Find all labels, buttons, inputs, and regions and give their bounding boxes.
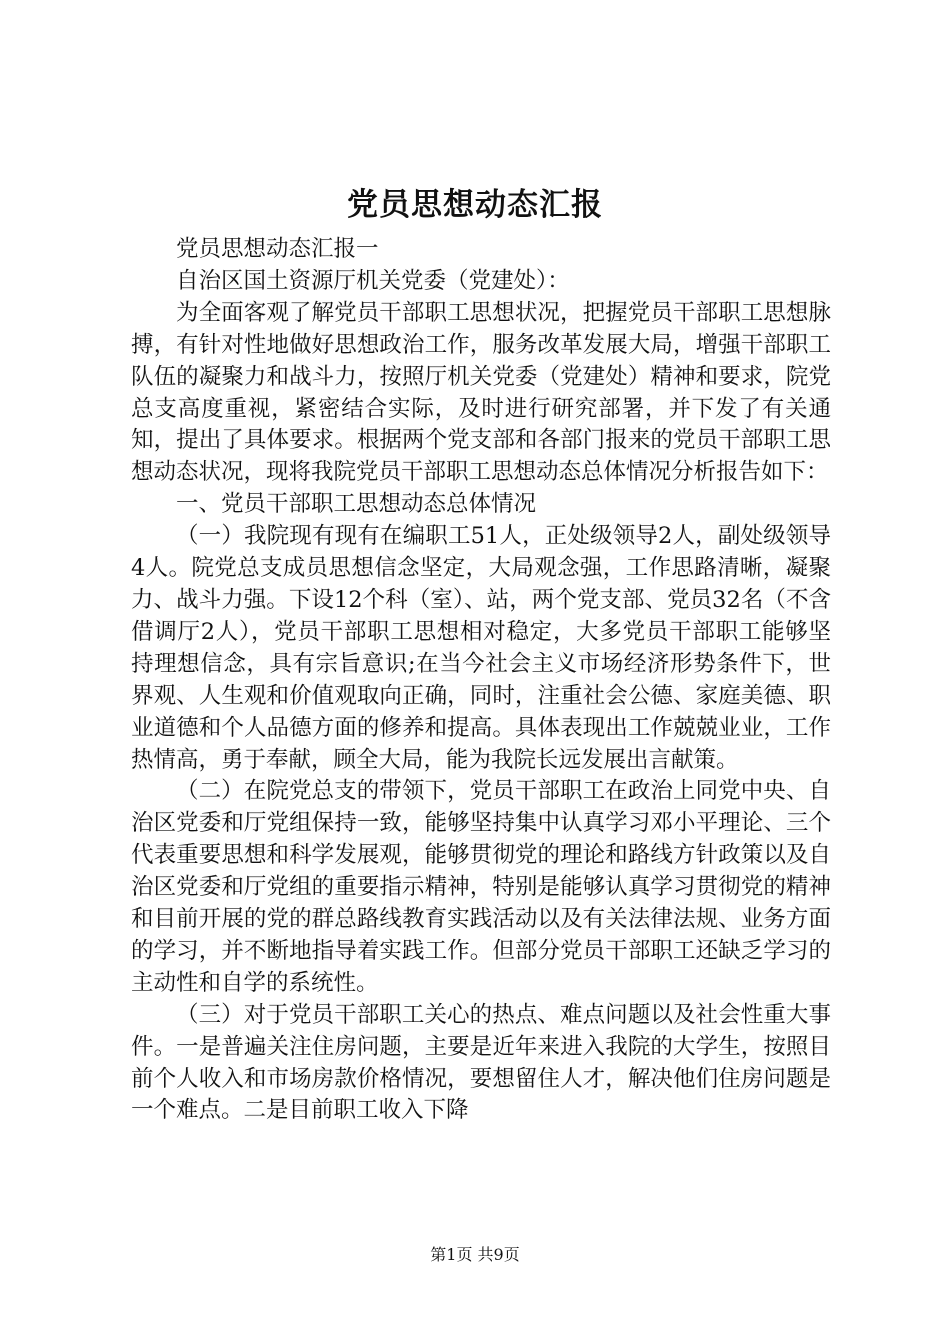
paragraph-intro: 为全面客观了解党员干部职工思想状况，把握党员干部职工思想脉搏，有针对性地做好思想政治工作，服务改革发展大局，增强干部职工队伍的凝聚力和战斗力，按照厅机关党委（党建处）精神和要求，院党总支高度重视，紧密结合实际，及时进行研究部署，并下发了有关通知，提出了具体要求。根据两个党支部和各部门报来的党员干部职工思想动态状况，现将我院党员干部职工思想动态总体情况分析报告如下： [131,299,831,486]
paragraph-heading: 党员思想动态汇报一 [176,236,379,262]
paragraph-item-1: （一）我院现有现有在编职工51人，正处级领导2人，副处级领导4人。院党总支成员思想信念坚定，大局观念强，工作思路清晰，凝聚力、战斗力强。下设12个科（室）、站，两个党支部、党员32名（不含借调厅2人），党员干部职工思想相对稳定，大多党员干部职工能够坚持理想信念，具有宗旨意识;在当今社会主义市场经济形势条件下，世界观、人生观和价值观取向正确，同时，注重社会公德、家庭美德、职业道德和个人品德方面的修养和提高。具体表现出工作兢兢业业，工作热情高，勇于奉献，顾全大局，能为我院长远发展出言献策。 [131,523,831,773]
paragraph-item-3: （三）对于党员干部职工关心的热点、难点问题以及社会性重大事件。一是普遍关注住房问题，主要是近年来进入我院的大学生，按照目前个人收入和市场房款价格情况，要想留住人才，解决他们住房问题是一个难点。二是目前职工收入下降 [131,1001,831,1124]
document-title: 党员思想动态汇报 [347,187,603,223]
paragraph-addressee: 自治区国土资源厅机关党委（党建处）： [176,267,570,294]
document-body [131,234,831,1127]
page-footer: 第1页 共9页 [430,1245,520,1264]
section-heading: 一、党员干部职工思想动态总体情况 [176,491,537,518]
paragraph-item-2: （二）在院党总支的带领下，党员干部职工在政治上同党中央、自治区党委和厅党组保持一致，能够坚持集中认真学习邓小平理论、三个代表重要思想和科学发展观，能够贯彻党的理论和路线方针政策以及自治区党委和厅党组的重要指示精神，特别是能够认真学习贯彻党的精神和目前开展的党的群总路线教育实践活动以及有关法律法规、业务方面的学习，并不断地指导着实践工作。但部分党员干部职工还缺乏学习的主动性和自学的系统性。 [131,778,831,996]
